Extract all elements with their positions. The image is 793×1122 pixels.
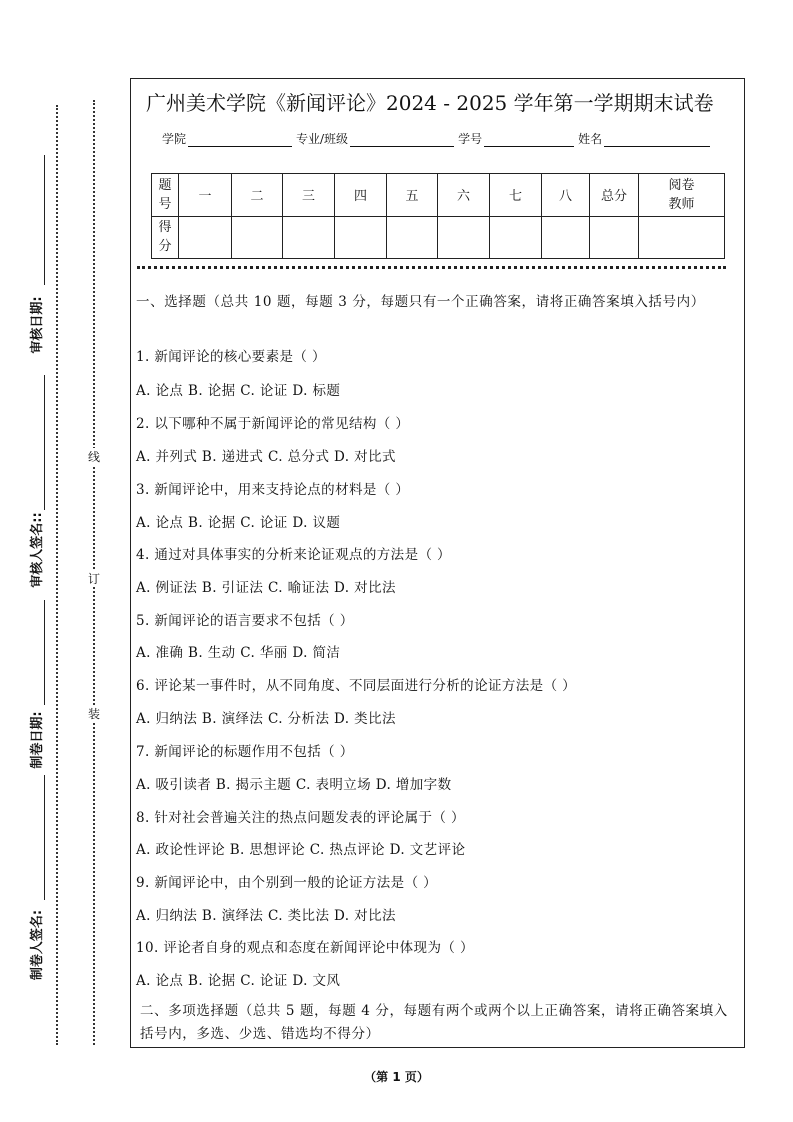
binding-char-bind: 装: [87, 707, 100, 721]
question-8: 8. 针对社会普遍关注的热点问题发表的评论属于（ ）: [136, 810, 465, 826]
field-id-blank[interactable]: [484, 132, 574, 147]
score-cell[interactable]: [283, 216, 335, 259]
section-separator: [137, 266, 726, 269]
maker-sign-label: 制卷人签名:: [30, 909, 45, 981]
section1-heading: 一、选择题（总共 10 题，每题 3 分，每题只有一个正确答案，请将正确答案填入括号内）: [136, 294, 705, 310]
score-row-header-label: 题 号: [152, 174, 179, 217]
score-col-total: 总分: [590, 174, 639, 217]
question-3: 3. 新闻评论中，用来支持论点的材料是（ ）: [136, 482, 410, 498]
page-number: （第 1 页）: [364, 1070, 429, 1084]
review-date-label: 审核日期:: [30, 296, 45, 354]
score-cell[interactable]: [232, 216, 283, 259]
field-college-blank[interactable]: [188, 132, 292, 147]
question-9: 9. 新闻评论中，由个别到一般的论证方法是（ ）: [136, 875, 438, 891]
binding-char-staple: 订: [87, 572, 100, 586]
score-cell[interactable]: [438, 216, 490, 259]
score-col-8: 八: [542, 174, 590, 217]
score-cell[interactable]: [335, 216, 387, 259]
field-college-label: 学院: [162, 132, 187, 146]
reviewer-sign-label: 审核人签名::: [30, 512, 45, 588]
field-id-label: 学号: [458, 132, 483, 146]
make-date-line: [44, 600, 45, 705]
question-1-options: A. 论点 B. 论据 C. 论证 D. 标题: [136, 383, 341, 399]
section2-heading: 二、多项选择题（总共 5 题，每题 4 分，每题有两个或两个以上正确答案，请将正确答案填入括号内，多选、少选、错选均不得分）: [140, 1003, 728, 1042]
question-9-options: A. 归纳法 B. 演绎法 C. 类比法 D. 对比法: [136, 908, 396, 924]
score-col-grader: 阅卷 教师: [639, 174, 725, 217]
question-10-options: A. 论点 B. 论据 C. 论证 D. 文风: [136, 973, 341, 989]
score-row-points-label: 得 分: [152, 216, 179, 259]
field-major-blank[interactable]: [350, 132, 454, 147]
field-name-blank[interactable]: [604, 132, 710, 147]
question-4-options: A. 例证法 B. 引证法 C. 喻证法 D. 对比法: [136, 580, 396, 596]
score-cell[interactable]: [179, 216, 232, 259]
score-col-5: 五: [387, 174, 438, 217]
question-7-options: A. 吸引读者 B. 揭示主题 C. 表明立场 D. 增加字数: [136, 777, 452, 793]
exam-title: 广州美术学院《新闻评论》2024 - 2025 学年第一学期期末试卷: [146, 91, 714, 115]
score-cell[interactable]: [387, 216, 438, 259]
score-cell[interactable]: [490, 216, 542, 259]
student-info-row: [162, 130, 714, 147]
question-5-options: A. 准确 B. 生动 C. 华丽 D. 简洁: [136, 645, 341, 661]
field-name-label: 姓名: [578, 132, 603, 146]
field-major-label: 专业/班级: [296, 132, 349, 146]
question-10: 10. 评论者自身的观点和态度在新闻评论中体现为（ ）: [136, 940, 474, 956]
score-col-2: 二: [232, 174, 283, 217]
question-8-options: A. 政论性评论 B. 思想评论 C. 热点评论 D. 文艺评论: [136, 842, 466, 858]
score-col-4: 四: [335, 174, 387, 217]
question-5: 5. 新闻评论的语言要求不包括（ ）: [136, 613, 354, 629]
score-cell[interactable]: [590, 216, 639, 259]
score-col-7: 七: [490, 174, 542, 217]
question-4: 4. 通过对具体事实的分析来论证观点的方法是（ ）: [136, 547, 451, 563]
score-col-3: 三: [283, 174, 335, 217]
question-2-options: A. 并列式 B. 递进式 C. 总分式 D. 对比式: [136, 449, 396, 465]
score-table: [151, 173, 725, 259]
make-date-label: 制卷日期:: [30, 711, 45, 769]
question-6: 6. 评论某一事件时，从不同角度、不同层面进行分析的论证方法是（ ）: [136, 678, 577, 694]
left-dotted-rule: [56, 105, 58, 1045]
maker-sign-line: [44, 775, 45, 900]
score-cell[interactable]: [542, 216, 590, 259]
score-col-1: 一: [179, 174, 232, 217]
question-6-options: A. 归纳法 B. 演绎法 C. 分析法 D. 类比法: [136, 711, 396, 727]
question-2: 2. 以下哪种不属于新闻评论的常见结构（ ）: [136, 416, 410, 432]
question-7: 7. 新闻评论的标题作用不包括（ ）: [136, 744, 354, 760]
reviewer-sign-line: [44, 375, 45, 510]
question-1: 1. 新闻评论的核心要素是（ ）: [136, 349, 326, 365]
score-col-6: 六: [438, 174, 490, 217]
score-cell[interactable]: [639, 216, 725, 259]
question-3-options: A. 论点 B. 论据 C. 论证 D. 议题: [136, 515, 341, 531]
review-date-line: [44, 155, 45, 285]
binding-char-line: 线: [87, 450, 100, 464]
